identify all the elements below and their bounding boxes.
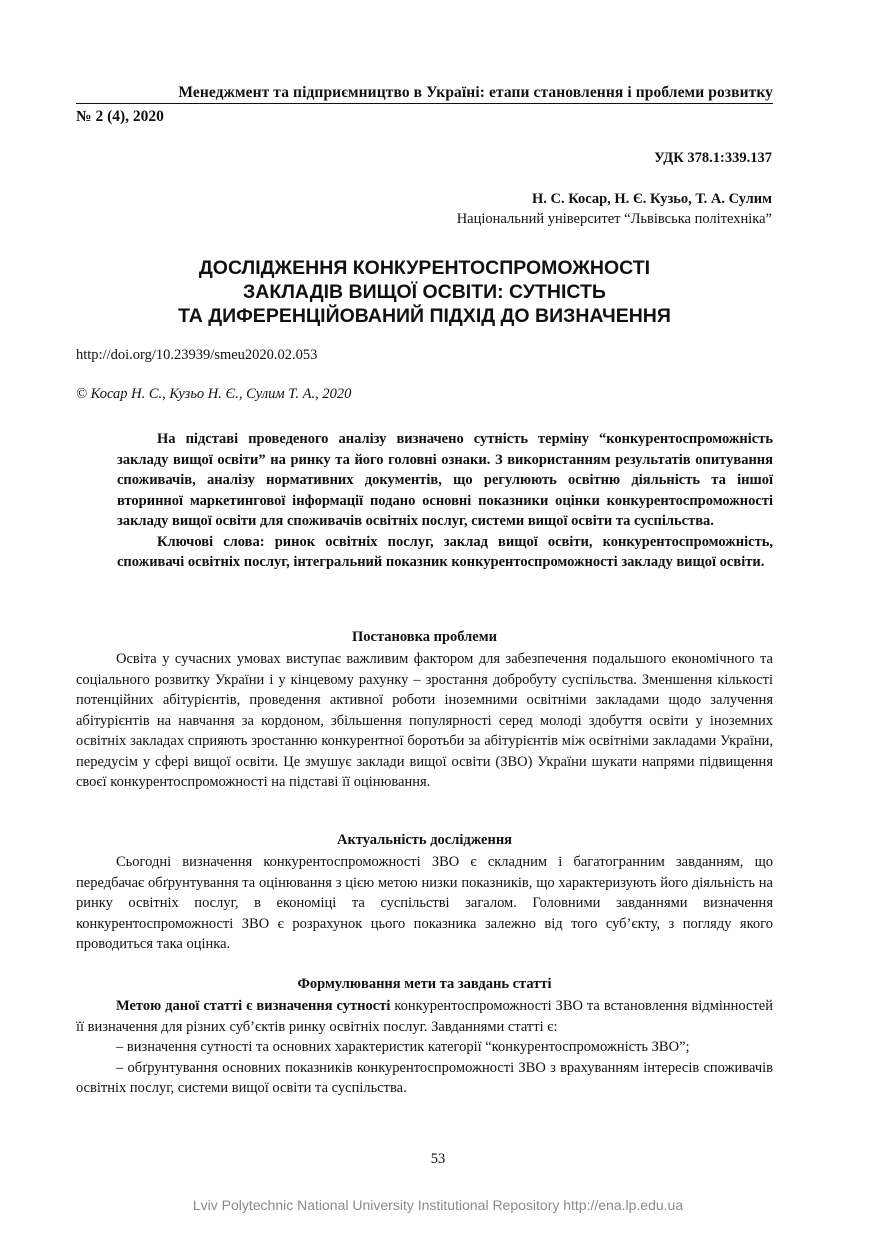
abstract — [117, 429, 773, 573]
doi-link[interactable]: http://doi.org/10.23939/smeu2020.02.053 — [76, 347, 318, 363]
section-goals — [76, 974, 773, 1099]
section-heading: Постановка проблеми — [352, 629, 497, 645]
section-text-rest: конкурентоспроможності ЗВО та встановлення відмінностей її визначення для різних суб’єктів ринку освітніх послуг. Завданнями статті є: — [76, 998, 774, 1035]
article-title — [76, 256, 773, 328]
title-line: ТА ДИФЕРЕНЦІЙОВАНИЙ ПІДХІД ДО ВИЗНАЧЕННЯ — [178, 305, 671, 327]
title-line: ДОСЛІДЖЕННЯ КОНКУРЕНТОСПРОМОЖНОСТІ — [198, 257, 651, 279]
section-problem — [76, 627, 773, 793]
keywords: Ключові слова: ринок освітніх послуг, заклад вищої освіти, конкурентоспроможність, споживачі освітніх послуг, інтегральний показник конкурентоспроможності закладу вищої освіти. — [117, 533, 773, 570]
section-relevance — [76, 830, 773, 955]
title-line: ЗАКЛАДІВ ВИЩОЇ ОСВІТИ: СУТНІСТЬ — [243, 281, 606, 303]
abstract-text: На підставі проведеного аналізу визначено сутність терміну “конкурентоспроможність закладу вищої освіти” на ринку та його головні ознаки. З використанням результатів опитування споживачів, аналізу нормативних документів, що регулюють освітню діяльність та іншої вторинної маркетингової інформації подано основні показники оцінки конкурентоспроможності закладу вищої освіти для споживачів освітніх послуг, системи вищої освіти та суспільства. — [117, 431, 773, 529]
affiliation: Національний університет “Львівська політехніка” — [456, 211, 772, 227]
section-text: Освіта у сучасних умовах виступає важливим фактором для забезпечення подальшого економічного та соціального розвитку України і у кінцевому рахунку – зростання добробуту суспільства. Зменшення кількості потенційних абітурієнтів, проведення активної роботи іноземними освітніми закладами щодо залучення абітурієнтів на навчання за кордоном, збільшення популярності серед молоді здобуття освіти у іноземних освітніх закладах сприяють зростанню конкурентної боротьби за абітурієнтів між освітніми закладами України, передусім у сфері вищої освіти. Це змушує заклади вищої освіти (ЗВО) України шукати напрями підвищення своєї конкурентоспроможності на підставі її оцінювання. — [76, 651, 773, 790]
section-text — [76, 996, 773, 1037]
issue-number: № 2 (4), 2020 — [76, 108, 164, 125]
section-heading: Актуальність дослідження — [336, 832, 513, 848]
list-item: – обґрунтування основних показників конкурентоспроможності ЗВО з врахуванням інтересів споживачів освітніх послуг, системи вищої освіти та суспільства. — [76, 1059, 773, 1096]
section-heading: Формулювання мети та завдань статті — [297, 976, 552, 992]
journal-title: Менеджмент та підприємництво в Україні: етапи становлення і проблеми розвитку — [76, 84, 773, 104]
page-number: 53 — [430, 1151, 446, 1167]
list-item: – визначення сутності та основних характеристик категорії “конкурентоспроможність ЗВО”; — [116, 1039, 690, 1055]
lead-bold: Метою даної статті є визначення сутності — [116, 998, 391, 1014]
authors: Н. С. Косар, Н. Є. Кузьо, Т. А. Сулим — [531, 191, 772, 207]
udc-code: УДК 378.1:339.137 — [654, 150, 772, 166]
copyright: © Косар Н. С., Кузьо Н. Є., Сулим Т. А., 2020 — [76, 386, 352, 402]
repository-footer[interactable]: Lviv Polytechnic National University Institutional Repository http://ena.lp.edu.ua — [192, 1197, 684, 1213]
section-text: Сьогодні визначення конкурентоспроможності ЗВО є складним і багатогранним завданням, що передбачає обґрунтування та оцінювання з цією метою низки показників, що характеризують його діяльність на ринку освітніх послуг, в економіці та суспільстві загалом. Головними завданнями визначення конкурентоспроможності ЗВО є розрахунок цього показника залежно від того суб’єкту, з погляду якого проводиться така оцінка. — [76, 854, 773, 952]
